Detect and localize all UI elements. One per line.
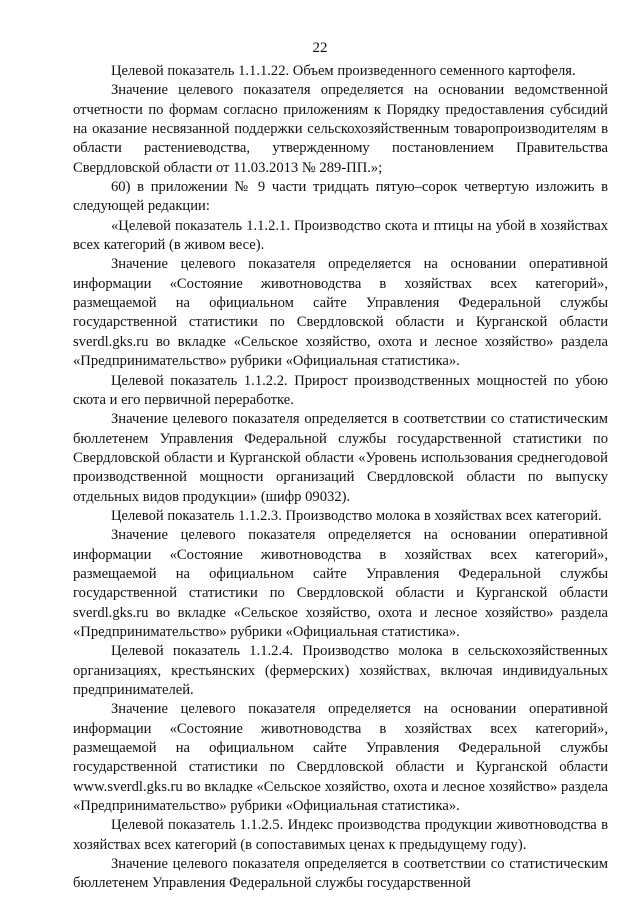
paragraph: Целевой показатель 1.1.2.3. Производство молока в хозяйствах всех категорий. — [111, 507, 602, 524]
paragraph: Значение целевого показателя определяется в соответствии со статистическим бюллетенем Управления Федеральной службы государственной статистики по Свердловской области и Курганской области «Уровень использования среднегодовой производственной мощности организаций Свердловской области по выпуску отдельных видов продукции» (шифр 09032). — [73, 411, 608, 505]
paragraph: Целевой показатель 1.1.1.22. Объем произведенного семенного картофеля. — [111, 63, 576, 79]
paragraph: Значение целевого показателя определяется на основании оперативной информации «Состояние животноводства в хозяйствах всех категорий», размещаемой на официальном сайте Управления Федеральной службы государственной статистики по Свердловской области и Курганской области www.sverdl.gks.ru во вкладке «Сельское хозяйство, охота и лесное хозяйство» раздела «Предпринимательство» рубрики «Официальная статистика». — [73, 701, 608, 815]
paragraph: Целевой показатель 1.1.2.5. Индекс производства продукции животноводства в хозяйствах всех категорий (в сопоставимых ценах к предыдущему году). — [73, 817, 608, 853]
paragraph: «Целевой показатель 1.1.2.1. Производство скота и птицы на убой в хозяйствах всех категорий (в живом весе). — [73, 217, 608, 254]
document-body — [73, 62, 608, 894]
paragraph: Целевой показатель 1.1.2.2. Прирост производственных мощностей по убою скота и его первичной переработке. — [73, 372, 608, 408]
page-number: 22 — [312, 40, 328, 56]
paragraph: Целевой показатель 1.1.2.4. Производство молока в сельскохозяйственных организациях, крестьянских (фермерских) хозяйствах, включая индивидуальных предпринимателей. — [73, 643, 608, 698]
paragraph: Значение целевого показателя определяется на основании оперативной информации «Состояние животноводства в хозяйствах всех категорий», размещаемой на официальном сайте Управления Федеральной службы государственной статистики по Свердловской области и Курганской области sverdl.gks.ru во вкладке «Сельское хозяйство, охота и лесное хозяйство» раздела «Предпринимательство» рубрики «Официальная статистика». — [73, 527, 608, 640]
paragraph: Значение целевого показателя определяется в соответствии со статистическим бюллетенем Управления Федеральной службы государственной — [73, 856, 608, 892]
paragraph: 60) в приложении № 9 части тридцать пятую–сорок четвертую изложить в следующей редакции: — [73, 179, 608, 215]
paragraph: Значение целевого показателя определяется на основании ведомственной отчетности по формам согласно приложениям к Порядку предоставления субсидий на оказание несвязанной поддержки сельскохозяйственным товаропроизводителям в области растениеводства, утвержденному постановлением Правительства Свердловской области от 11.03.2013 № 289-ПП.»; — [73, 82, 608, 176]
paragraph: Значение целевого показателя определяется на основании оперативной информации «Состояние животноводства в хозяйствах всех категорий», размещаемой на официальном сайте Управления Федеральной службы государственной статистики по Свердловской области и Курганской области sverdl.gks.ru во вкладке «Сельское хозяйство, охота и лесное хозяйство» раздела «Предпринимательство» рубрики «Официальная статистика». — [73, 256, 608, 370]
